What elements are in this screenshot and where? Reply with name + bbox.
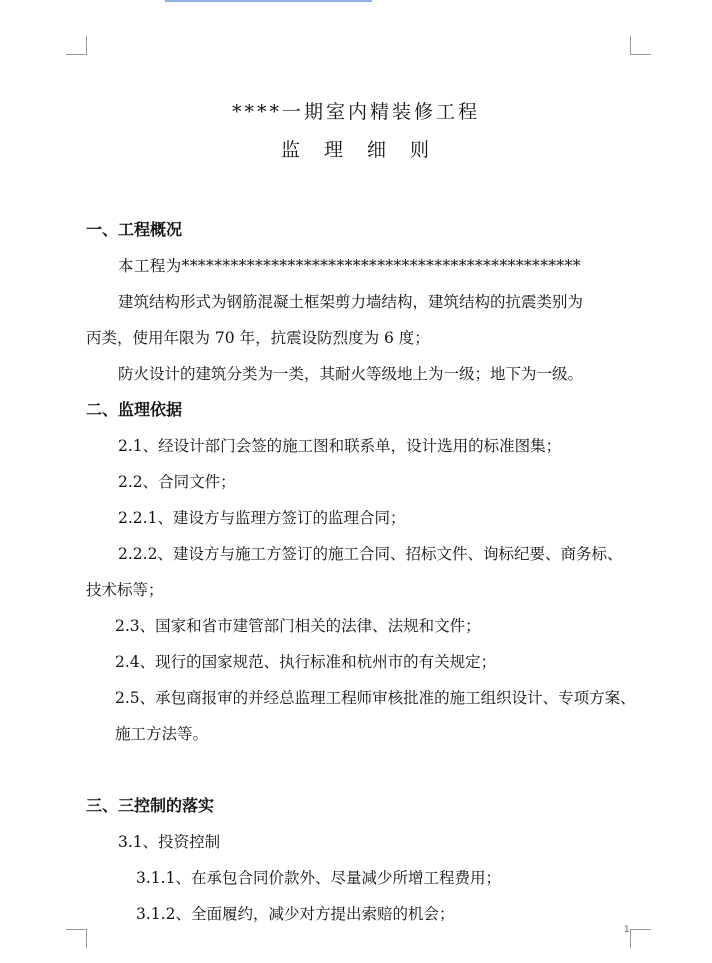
paragraph: 2.5、承包商报审的并经总监理工程师审核批准的施工组织设计、专项方案、 <box>115 689 636 707</box>
paragraph: 2.2.2、建设方与施工方签订的施工合同、招标文件、询标纪要、商务标、 <box>118 545 623 563</box>
top-accent-bar <box>165 0 372 2</box>
paragraph: 丙类，使用年限为 70 年，抗震设防烈度为 6 度； <box>86 329 430 347</box>
paragraph: 2.1、经设计部门会签的施工图和联系单，设计选用的标准图集； <box>118 437 562 455</box>
paragraph: 2.2.1、建设方与监理方签订的监理合同； <box>118 509 406 527</box>
section-heading-overview: 一、工程概况 <box>86 220 183 239</box>
doc-title: ****一期室内精装修工程 <box>231 101 480 123</box>
paragraph: 3.1.2、全面履约，减少对方提出索赔的机会； <box>136 905 455 923</box>
paragraph: 2.4、现行的国家规范、执行标准和杭州市的有关规定； <box>115 653 497 671</box>
page-number: 1 <box>624 925 630 935</box>
paragraph: 建筑结构形式为钢筋混凝土框架剪力墙结构，建筑结构的抗震类别为 <box>118 293 584 311</box>
paragraph: 3.1.1、在承包合同价款外、尽量减少所增工程费用； <box>136 869 501 887</box>
crop-mark-bottom-left <box>66 929 87 948</box>
paragraph: 施工方法等。 <box>115 725 209 743</box>
paragraph: 技术标等； <box>86 581 164 599</box>
paragraph: 本工程为************************************************* <box>118 257 581 275</box>
crop-mark-bottom-right <box>630 929 651 948</box>
paragraph: 2.3、国家和省市建管部门相关的法律、法规和文件； <box>115 617 481 635</box>
paragraph: 3.1、投资控制 <box>118 833 221 851</box>
paragraph: 防火设计的建筑分类为一类，其耐火等级地上为一级；地下为一级。 <box>118 365 584 383</box>
section-heading-basis: 二、监理依据 <box>86 400 183 419</box>
doc-subtitle: 监 理 细 则 <box>280 139 432 161</box>
paragraph: 2.2、合同文件； <box>118 473 236 491</box>
crop-mark-top-right <box>630 36 651 55</box>
section-heading-control: 三、三控制的落实 <box>86 796 215 815</box>
crop-mark-top-left <box>66 36 87 55</box>
